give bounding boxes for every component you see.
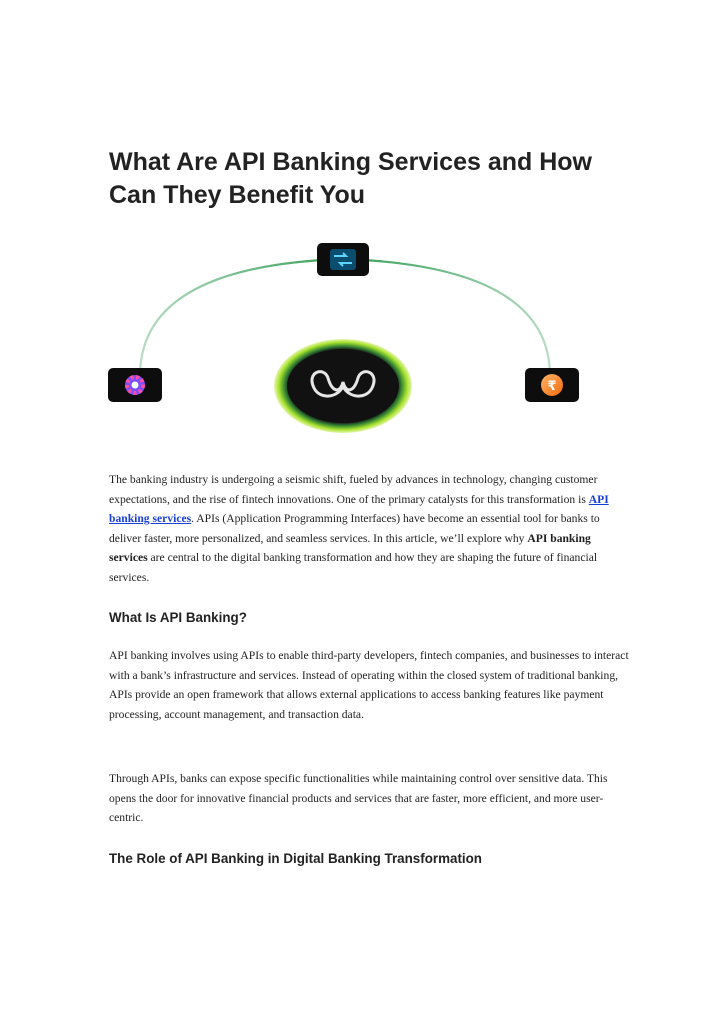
exchange-icon (317, 243, 369, 276)
api-banking-services-link[interactable]: API banking services (109, 492, 609, 526)
section-heading-what-is-api-banking: What Is API Banking? (109, 610, 247, 625)
svg-text:₹: ₹ (547, 379, 557, 394)
article-title: What Are API Banking Services and How Can They Benefit You (109, 148, 592, 209)
rupee-coin-icon (525, 368, 579, 402)
brand-logo (274, 339, 412, 433)
bold-term: API banking services (109, 531, 591, 565)
section1-paragraph-2: Through APIs, banks can expose specific functionalities while maintaining control over sensitive data. This opens the door for innovative financial products and services that are faster, more efficient, and more user-centric. (109, 772, 608, 825)
intro-paragraph: The banking industry is undergoing a seismic shift, fueled by advances in technology, changing customer expectations, and the rise of fintech innovations. One of the primary catalysts for this transformation is API banking services. APIs (Application Programming Interfaces) have become an essential tool for banks to deliver faster, more personalized, and seamless services. In this article, we’ll explore why API banking services are central to the digital banking transformation and how they are shaping the future of financial services. (109, 473, 609, 584)
hero-illustration (100, 236, 600, 436)
gear-icon (108, 368, 162, 402)
section-heading-role-of-api-banking: The Role of API Banking in Digital Banking Transformation (109, 851, 482, 866)
section1-paragraph-1: API banking involves using APIs to enable third-party developers, fintech companies, and businesses to interact with a bank’s infrastructure and services. Instead of operating within the closed system of traditional banking, APIs provide an open framework that allows external applications to access banking features like payment processing, account management, and transaction data. (109, 649, 629, 721)
